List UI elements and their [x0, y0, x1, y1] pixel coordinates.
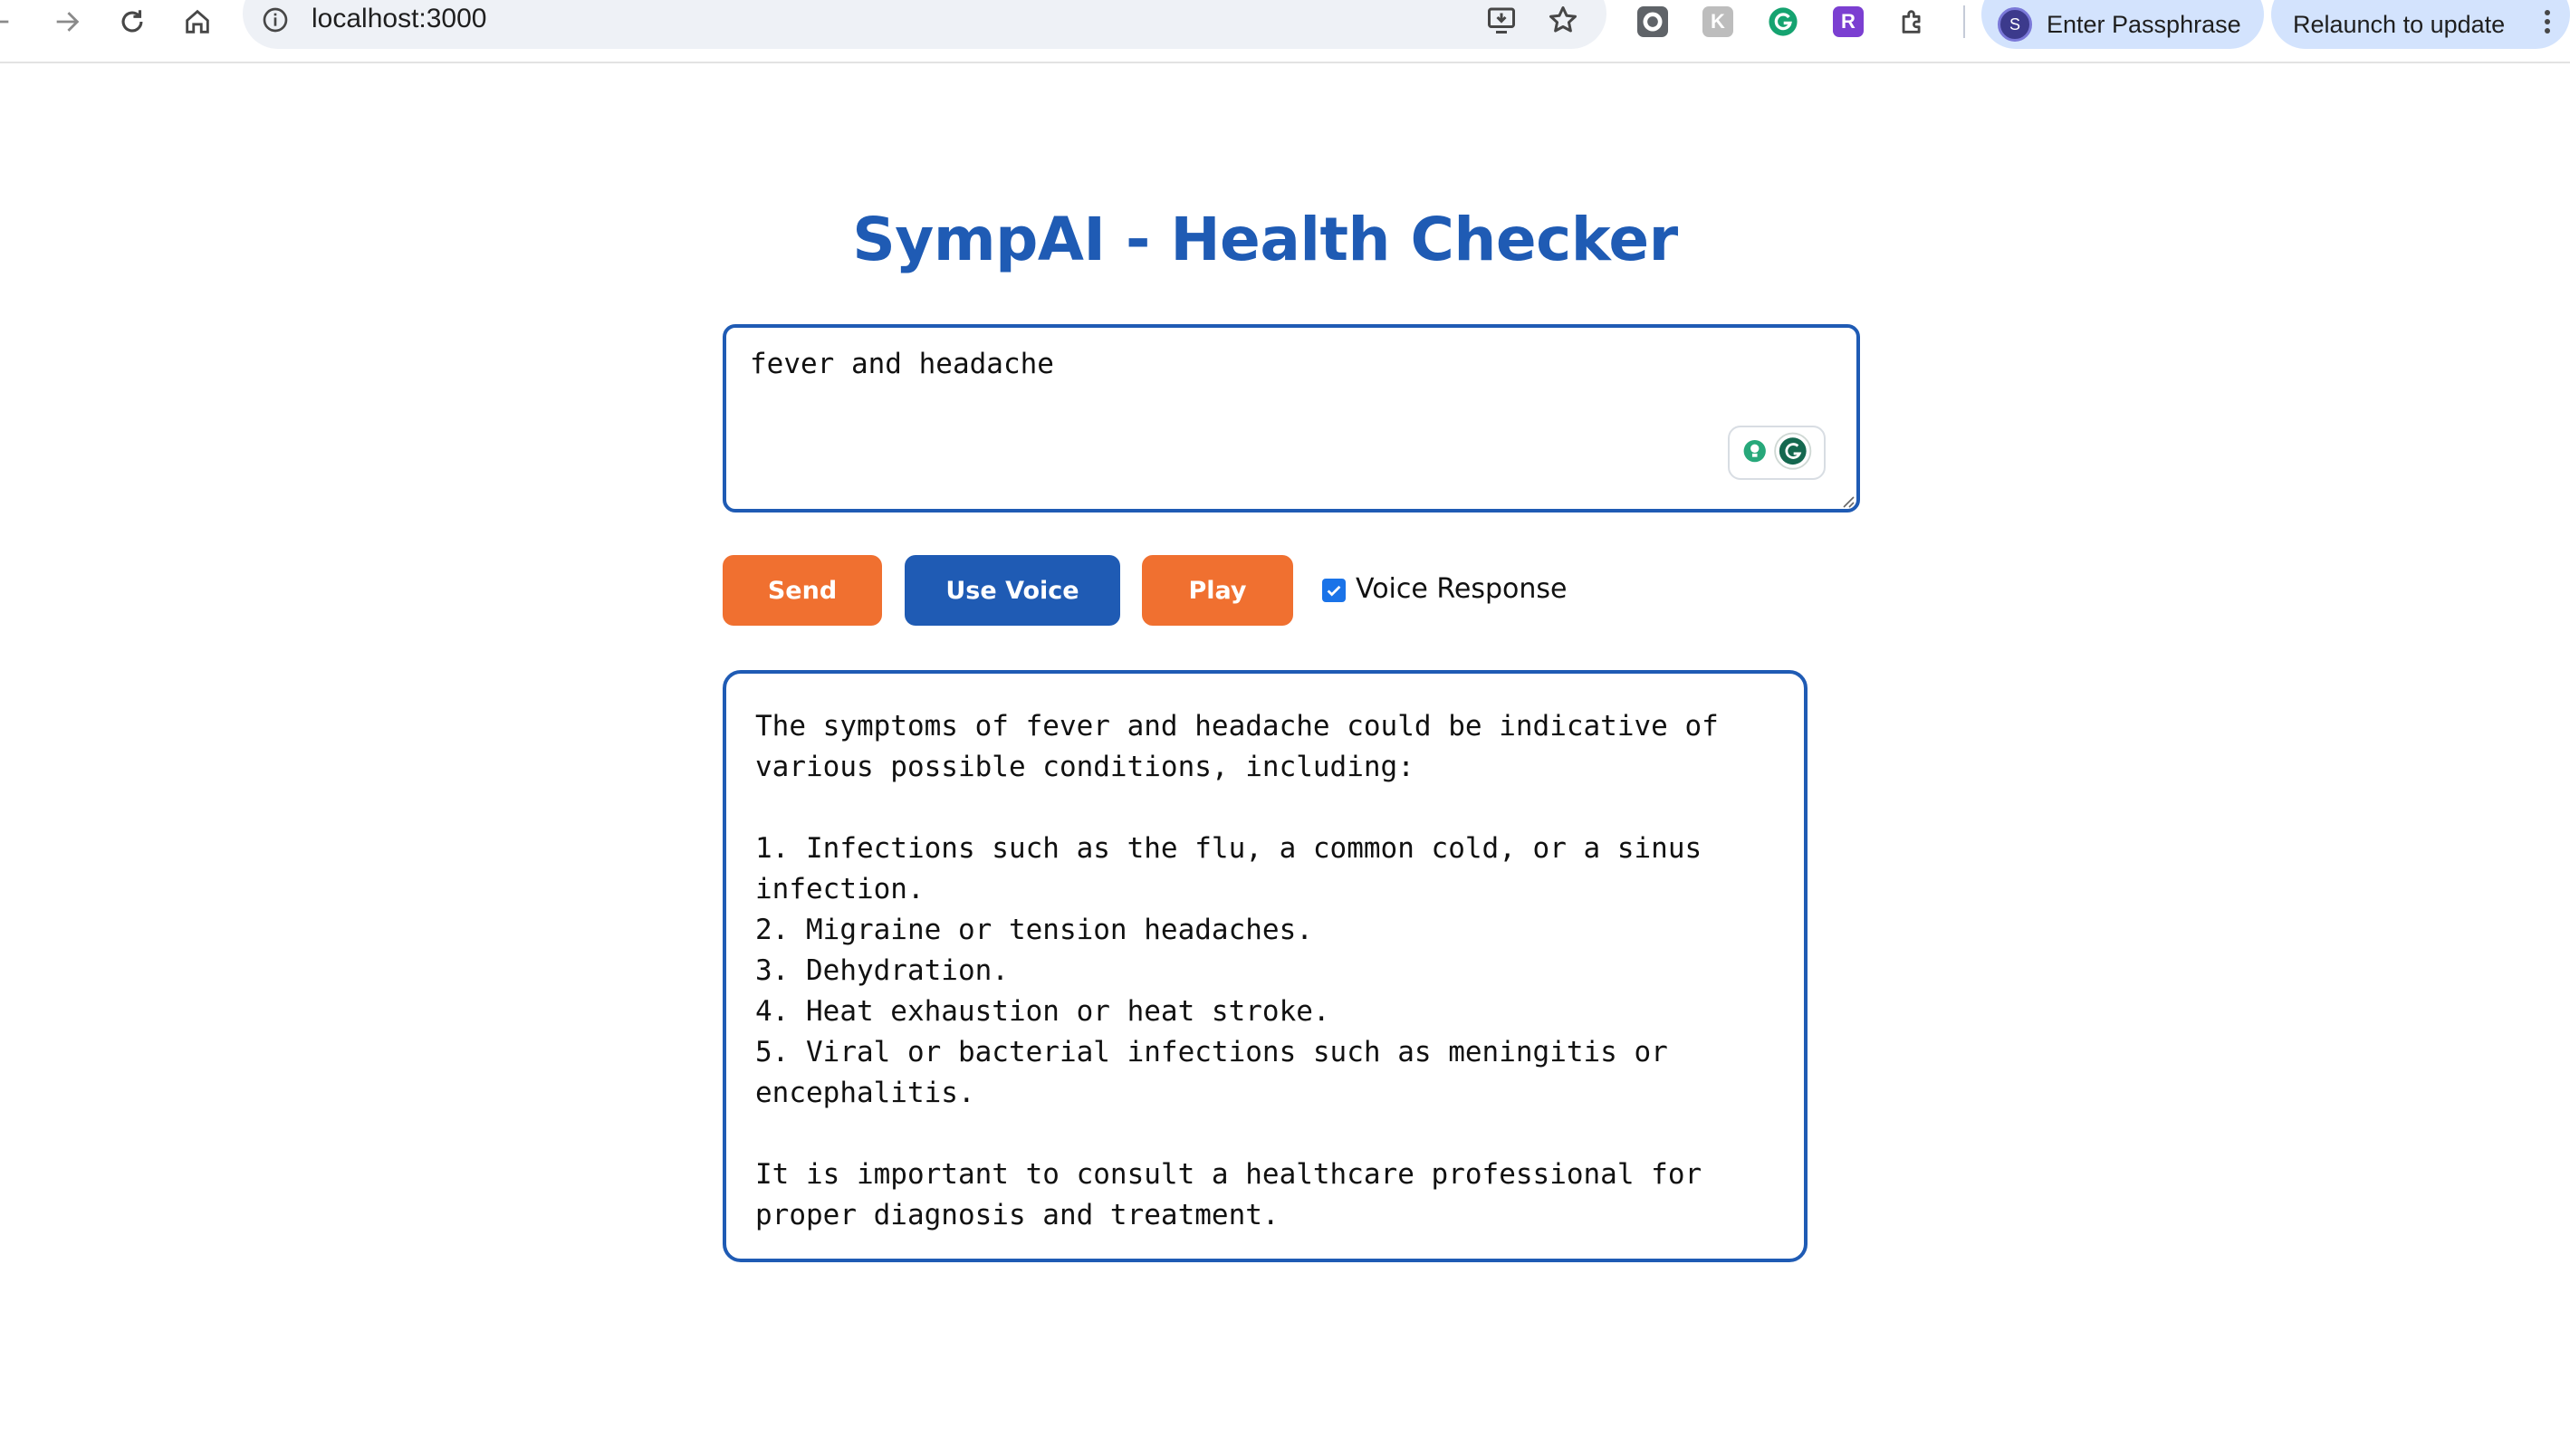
address-bar[interactable] — [243, 0, 1606, 49]
url-text[interactable]: localhost:3000 — [312, 4, 487, 34]
use-voice-button[interactable]: Use Voice — [905, 555, 1120, 626]
reload-icon[interactable] — [112, 2, 152, 42]
passphrase-avatar: S — [1998, 7, 2032, 42]
extension-icon-r[interactable] — [1833, 6, 1864, 37]
resize-grip-icon[interactable] — [1838, 492, 1855, 508]
response-panel — [723, 670, 1808, 1262]
enter-passphrase-button[interactable] — [1981, 0, 2264, 49]
toolbar-divider — [1963, 5, 1965, 38]
extension-icon-1[interactable] — [1637, 6, 1668, 37]
kebab-menu-icon[interactable] — [2543, 7, 2552, 38]
grammarly-widget[interactable] — [1728, 426, 1826, 480]
grammarly-extension-icon[interactable] — [1768, 6, 1798, 37]
passphrase-label: Enter Passphrase — [2047, 10, 2241, 38]
relaunch-label: Relaunch to update — [2293, 10, 2506, 38]
browser-toolbar — [0, 0, 2570, 63]
voice-response-checkbox[interactable] — [1322, 579, 1346, 602]
checkmark-icon — [1324, 580, 1344, 600]
puzzle-icon[interactable] — [1893, 2, 1932, 42]
play-button[interactable]: Play — [1142, 555, 1293, 626]
response-text: The symptoms of fever and headache could be indicative of various possible conditions, including: 1. Infections such as the flu, a common cold, or a sinus infection. 2. Migraine or tension headaches. 3. Dehydration. 4. Heat exhaustion or heat stroke. 5. Viral or bacterial infections such as meningitis or encephalitis. It is important to consult a healthcare professional for proper diagnosis and treatment. — [755, 710, 1719, 1231]
forward-icon[interactable] — [47, 2, 87, 42]
info-icon[interactable] — [261, 5, 290, 34]
back-icon[interactable] — [0, 2, 18, 42]
page-title: SympAI - Health Checker — [852, 205, 1678, 274]
extension-icon-k[interactable] — [1702, 6, 1733, 37]
relaunch-button[interactable] — [2271, 0, 2570, 49]
grammarly-icon[interactable] — [1730, 427, 1824, 478]
home-icon[interactable] — [177, 2, 217, 42]
symptom-input[interactable] — [723, 324, 1860, 512]
star-icon[interactable] — [1545, 2, 1581, 38]
extension-r-letter: R — [1841, 10, 1856, 33]
install-icon[interactable] — [1483, 2, 1520, 38]
send-button[interactable]: Send — [723, 555, 882, 626]
extension-k-letter: K — [1711, 10, 1725, 33]
voice-response-label[interactable]: Voice Response — [1356, 573, 1568, 605]
